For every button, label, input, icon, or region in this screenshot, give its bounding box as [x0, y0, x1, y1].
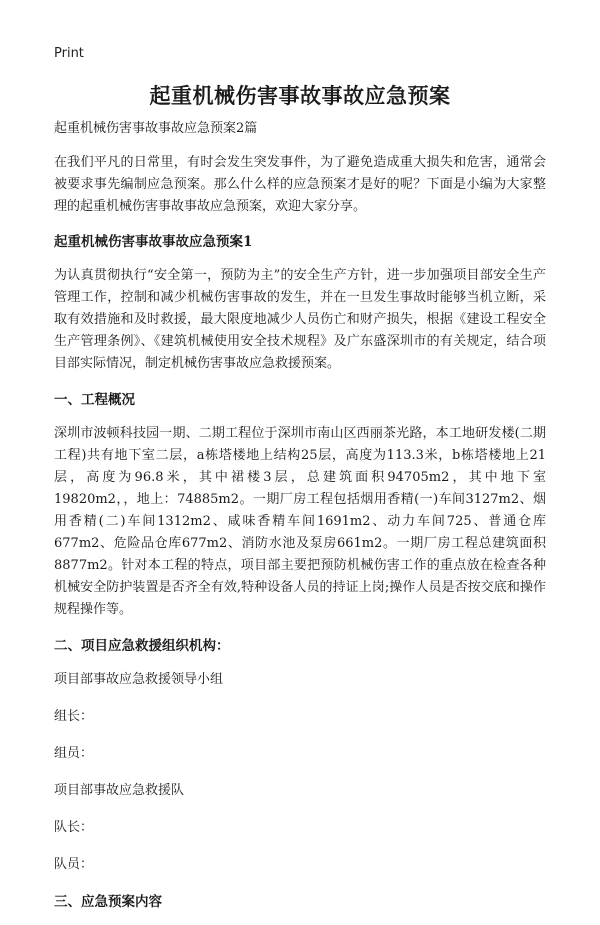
- org-line-team-members: 队员：: [54, 857, 94, 872]
- org-line-team-leader: 队长：: [54, 820, 94, 835]
- document-body: [54, 118, 546, 925]
- org-line-leader: 组长：: [54, 709, 94, 724]
- section1-heading: 起重机械伤害事故事故应急预案1: [54, 234, 253, 250]
- heading-organization: 二、项目应急救援组织机构：: [54, 638, 230, 654]
- heading-project-overview: 一、工程概况: [54, 392, 135, 408]
- heading-plan-content: 三、应急预案内容: [54, 894, 162, 910]
- document-subtitle: 起重机械伤害事故事故应急预案2篇: [54, 121, 258, 136]
- print-label[interactable]: Print: [54, 46, 84, 61]
- intro-paragraph: 在我们平凡的日常里，有时会发生突发事件，为了避免造成重大损失和危害，通常会被要求事先编制应急预案。那么什么样的应急预案才是好的呢？下面是小编为大家整理的起重机械伤害事故事故应急预案，欢迎大家分享。: [54, 155, 546, 214]
- project-overview-paragraph: 深圳市波顿科技园一期、二期工程位于深圳市南山区西丽茶光路，本工地研发楼(二期工程)共有地下室二层，a栋塔楼地上结构25层，高度为113.3米，b栋塔楼地上21层，高度为96.8米，其中裙楼3层，总建筑面积94705m2，其中地下室19820m2，，地上：74885m2。一期厂房工程包括烟用香精(一)车间3127m2、烟用香精(二)车间1312m2、咸味香精车间1691m2、动力车间725、普通仓库677m2、危险品仓库677m2、消防水池及泵房661m2。一期厂房工程总建筑面积8877m2。针对本工程的特点，项目部主要把预防机械伤害工作的重点放在检查各种机械安全防护装置是否齐全有效,特种设备人员的持证上岗;操作人员是否按交底和操作规程操作等。: [54, 426, 546, 617]
- org-line-members: 组员：: [54, 746, 94, 761]
- document-title: 起重机械伤害事故事故应急预案: [149, 83, 451, 108]
- section1-paragraph: 为认真贯彻执行“安全第一，预防为主”的安全生产方针，进一步加强项目部安全生产管理工作，控制和减少机械伤害事故的发生，并在一旦发生事故时能够当机立断，采取有效措施和及时救援，最大限度地减少人员伤亡和财产损失，根据《建设工程安全生产管理条例》、《建筑机械使用安全技术规程》及广东盛深圳市的有关规定，结合项目部实际情况，制定机械伤害事故应急救援预案。: [54, 268, 546, 371]
- org-line-rescue-team: 项目部事故应急救援队: [54, 783, 185, 798]
- org-line-leadership-group: 项目部事故应急救援领导小组: [54, 672, 224, 687]
